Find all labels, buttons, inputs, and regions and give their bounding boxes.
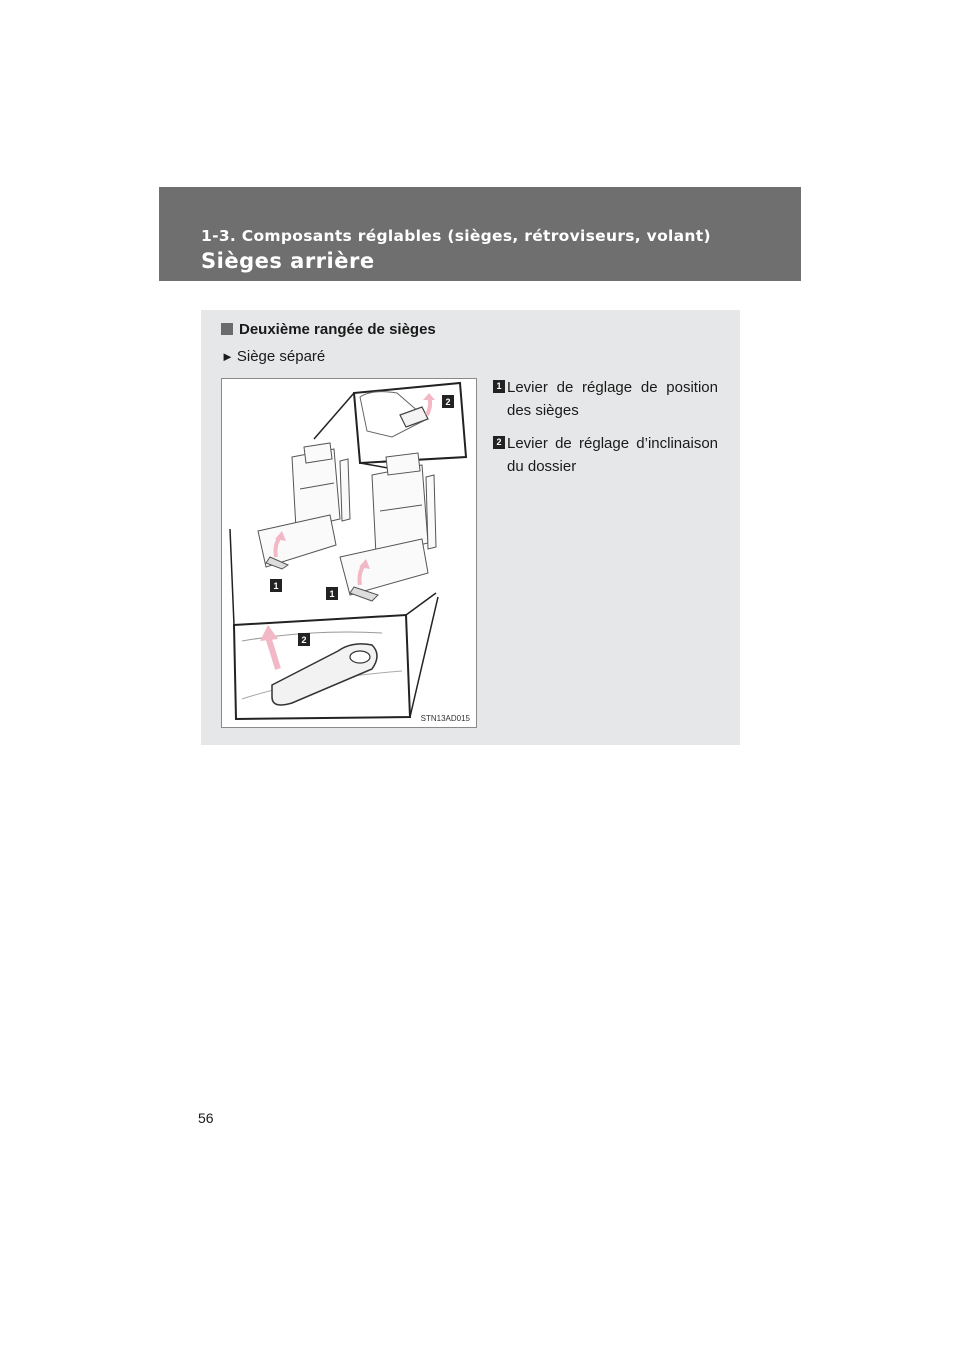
- callout-2-bottom-text: 2: [301, 635, 307, 645]
- header-band: [159, 187, 801, 281]
- subheading-text: Deuxième rangée de sièges: [239, 321, 436, 338]
- triangle-bullet-icon: ►: [221, 349, 234, 364]
- callout-1-left-text: 1: [273, 581, 279, 591]
- subheading: [221, 321, 436, 338]
- square-bullet-icon: [221, 323, 233, 335]
- seat-illustration: [221, 378, 477, 728]
- page-title: Sièges arrière: [201, 249, 375, 273]
- content-box: [201, 310, 740, 745]
- legend-item: [493, 376, 718, 422]
- legend-text: Levier de réglage de position des sièges: [507, 379, 718, 419]
- right-seat: [340, 453, 436, 601]
- page-number: 56: [198, 1110, 214, 1126]
- variant-label: [221, 348, 325, 365]
- callout-number-icon: 1: [493, 380, 505, 393]
- legend: [493, 376, 718, 488]
- variant-text: Siège séparé: [236, 348, 326, 365]
- callout-number-icon: 2: [493, 436, 505, 449]
- seat-drawing: [222, 379, 478, 729]
- left-seat: [258, 443, 350, 569]
- callout-2-top-text: 2: [445, 397, 451, 407]
- callout-1-right-text: 1: [329, 589, 335, 599]
- figure-code: STN13AD015: [420, 714, 470, 723]
- legend-item: [493, 432, 718, 478]
- section-label: 1-3. Composants réglables (sièges, rétroviseurs, volant): [201, 227, 711, 245]
- legend-text: Levier de réglage d’inclinaison du dossier: [507, 435, 718, 475]
